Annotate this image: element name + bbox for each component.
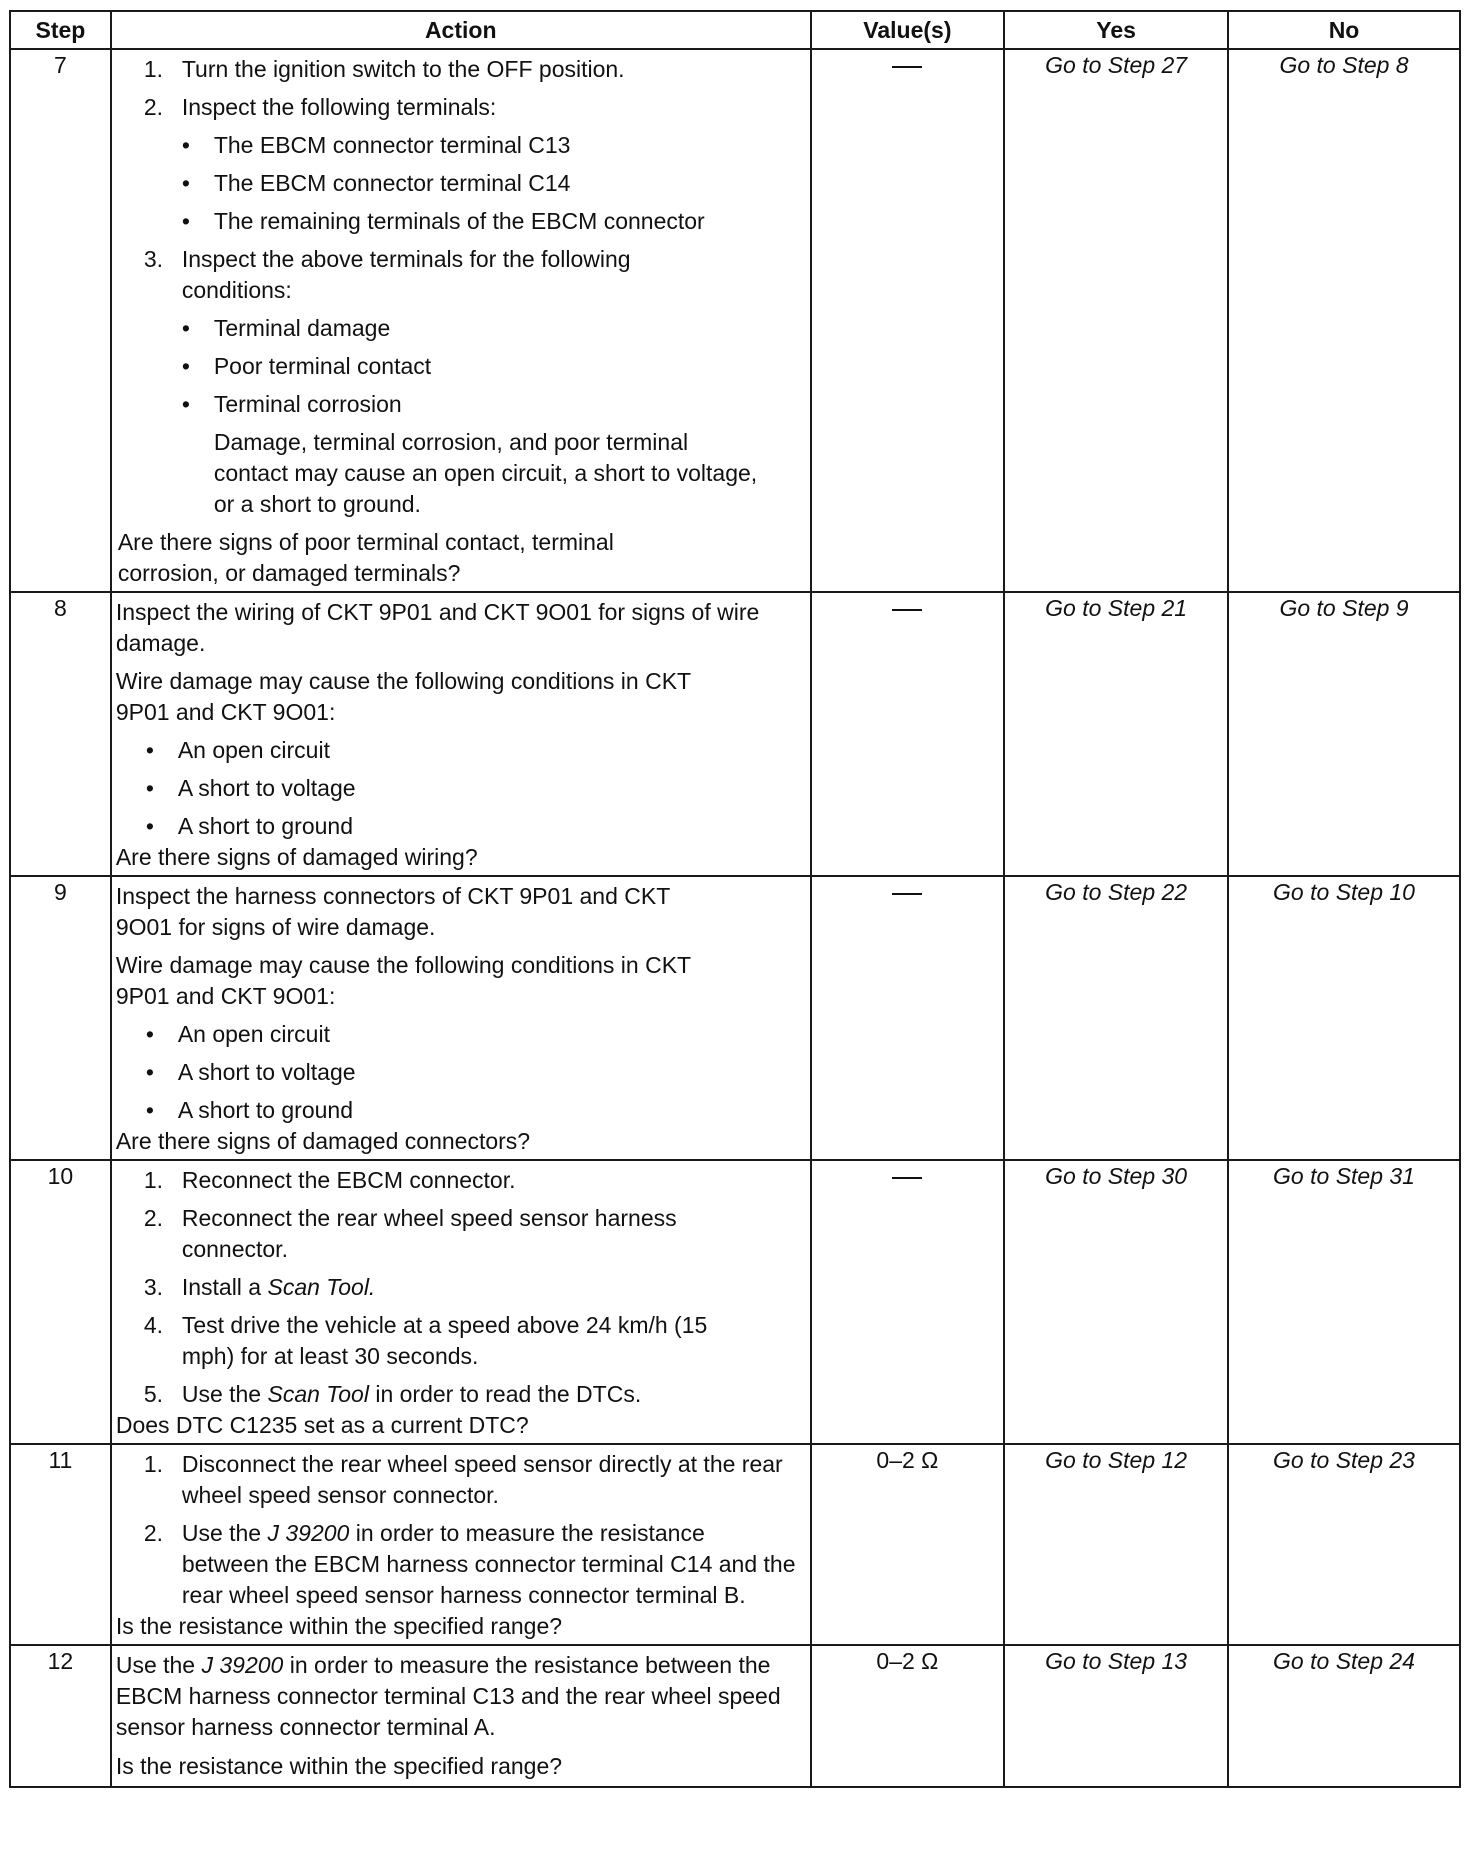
bullet-text: Poor terminal contact — [213, 353, 432, 379]
table-row — [10, 876, 1460, 1160]
numbered-item — [118, 54, 804, 85]
item-text: Reconnect the EBCM connector. — [181, 1167, 516, 1193]
note-text: Damage, terminal corrosion, and poor terminal contact may cause an open circuit, a short to voltage, or a short to ground. — [213, 429, 758, 517]
item-text: Disconnect the rear wheel speed sensor directly at the rear wheel speed sensor connector. — [181, 1451, 783, 1508]
item-number: 2. — [143, 1205, 164, 1231]
action-cell — [111, 1160, 811, 1444]
bullet-item — [116, 1019, 804, 1050]
item-text — [182, 1272, 804, 1303]
bullet-item — [118, 389, 804, 420]
header-no: No — [1228, 11, 1460, 49]
bullet-text: A short to voltage — [177, 1059, 356, 1085]
value-cell: 0–2 Ω — [811, 1444, 1005, 1645]
header-row — [10, 11, 1460, 49]
bullet-icon: • — [181, 170, 190, 196]
bullet-icon: • — [181, 315, 190, 341]
bullet-icon: • — [181, 208, 190, 234]
step-number: 8 — [10, 592, 111, 876]
dash-mark — [892, 609, 922, 611]
action-paragraph: Wire damage may cause the following conditions in CKT 9P01 and CKT 9O01: — [115, 952, 691, 1009]
item-text-part: Use the — [181, 1520, 268, 1546]
step-number: 10 — [10, 1160, 111, 1444]
yes-result: Go to Step 12 — [1004, 1444, 1228, 1645]
item-text-part: in order to measure the resistance between the EBCM harness connector terminal C14 and the rear wheel speed sensor harness connector terminal B. — [181, 1520, 796, 1608]
item-number: 2. — [143, 1520, 164, 1546]
no-result: Go to Step 31 — [1228, 1160, 1460, 1444]
action-cell — [111, 592, 811, 876]
bullet-icon: • — [145, 1059, 154, 1085]
bullet-text: The remaining terminals of the EBCM connector — [213, 208, 705, 234]
item-number: 1. — [143, 1451, 164, 1477]
no-result: Go to Step 10 — [1228, 876, 1460, 1160]
paragraph-part: in order to measure the resistance between the EBCM harness connector terminal C13 and the rear wheel speed sensor harness connector terminal A. — [115, 1652, 781, 1740]
bullet-icon: • — [145, 737, 154, 763]
no-result: Go to Step 8 — [1228, 49, 1460, 592]
numbered-item — [118, 1379, 804, 1410]
item-text: Inspect the above terminals for the following conditions: — [181, 246, 631, 303]
dash-mark — [892, 1177, 922, 1179]
item-number: 3. — [143, 1274, 164, 1300]
no-result: Go to Step 9 — [1228, 592, 1460, 876]
bullet-text: The EBCM connector terminal C14 — [213, 170, 571, 196]
item-text: Inspect the following terminals: — [181, 94, 497, 120]
diagnostic-table — [9, 10, 1461, 1788]
bullet-item — [118, 313, 804, 344]
numbered-item — [118, 1165, 804, 1196]
step-number: 12 — [10, 1645, 111, 1787]
bullet-icon: • — [145, 775, 154, 801]
numbered-item — [118, 1203, 804, 1265]
item-number: 2. — [143, 94, 164, 120]
question-text: Are there signs of damaged connectors? — [115, 1128, 531, 1154]
table-row — [10, 592, 1460, 876]
bullet-item — [116, 811, 804, 842]
bullet-item — [118, 130, 804, 161]
bullet-item — [118, 168, 804, 199]
step-number: 11 — [10, 1444, 111, 1645]
bullet-icon: • — [181, 391, 190, 417]
bullet-text: The EBCM connector terminal C13 — [213, 132, 571, 158]
question-text: Is the resistance within the specified range? — [115, 1613, 563, 1639]
item-number: 3. — [143, 246, 164, 272]
table-row — [10, 1444, 1460, 1645]
step-number: 7 — [10, 49, 111, 592]
question-text: Does DTC C1235 set as a current DTC? — [115, 1412, 529, 1438]
tool-name: J 39200 — [267, 1520, 350, 1546]
item-text-part: Use the — [181, 1381, 268, 1407]
no-result: Go to Step 23 — [1228, 1444, 1460, 1645]
header-action: Action — [111, 11, 811, 49]
action-paragraph — [116, 1650, 804, 1743]
bullet-item — [116, 1057, 804, 1088]
value-cell — [811, 1160, 1005, 1444]
bullet-icon: • — [181, 353, 190, 379]
numbered-item — [118, 1272, 804, 1303]
header-yes: Yes — [1004, 11, 1228, 49]
question-text: Are there signs of damaged wiring? — [115, 844, 478, 870]
table-row — [10, 1160, 1460, 1444]
bullet-text: A short to voltage — [177, 775, 356, 801]
item-text — [182, 1379, 804, 1410]
bullet-icon: • — [145, 1097, 154, 1123]
value-cell: 0–2 Ω — [811, 1645, 1005, 1787]
bullet-text: An open circuit — [177, 1021, 330, 1047]
header-values: Value(s) — [811, 11, 1005, 49]
item-number: 1. — [143, 1167, 164, 1193]
bullet-icon: • — [181, 132, 190, 158]
value-cell — [811, 49, 1005, 592]
bullet-icon: • — [145, 813, 154, 839]
question-text: Is the resistance within the specified range? — [115, 1753, 563, 1779]
bullet-text: Terminal damage — [213, 315, 391, 341]
numbered-item — [118, 1449, 804, 1511]
bullet-item — [116, 773, 804, 804]
yes-result: Go to Step 22 — [1004, 876, 1228, 1160]
yes-result: Go to Step 13 — [1004, 1645, 1228, 1787]
action-cell — [111, 1645, 811, 1787]
action-cell — [111, 49, 811, 592]
tool-name: Scan Tool — [267, 1381, 369, 1407]
numbered-item — [118, 92, 804, 123]
action-paragraph: Inspect the harness connectors of CKT 9P01 and CKT 9O01 for signs of wire damage. — [115, 883, 670, 940]
item-number: 1. — [143, 56, 164, 82]
yes-result: Go to Step 21 — [1004, 592, 1228, 876]
numbered-item — [118, 1518, 804, 1611]
bullet-item — [116, 1095, 804, 1126]
item-text: Test drive the vehicle at a speed above 24 km/h (15 mph) for at least 30 seconds. — [181, 1312, 708, 1369]
numbered-item — [118, 1310, 804, 1372]
table-row — [10, 49, 1460, 592]
bullet-text: A short to ground — [177, 813, 354, 839]
item-text-part: Install a — [181, 1274, 268, 1300]
action-cell — [111, 1444, 811, 1645]
value-cell — [811, 592, 1005, 876]
tool-name: J 39200 — [201, 1652, 284, 1678]
bullet-item — [116, 735, 804, 766]
question-text: Are there signs of poor terminal contact, terminal corrosion, or damaged terminals? — [117, 529, 614, 586]
dash-mark — [892, 66, 922, 68]
item-text-part: in order to read the DTCs. — [368, 1381, 642, 1407]
yes-result: Go to Step 30 — [1004, 1160, 1228, 1444]
item-text — [182, 1518, 804, 1611]
bullet-text: A short to ground — [177, 1097, 354, 1123]
bullet-item — [118, 351, 804, 382]
value-cell — [811, 876, 1005, 1160]
no-result: Go to Step 24 — [1228, 1645, 1460, 1787]
action-cell — [111, 876, 811, 1160]
yes-result: Go to Step 27 — [1004, 49, 1228, 592]
numbered-item — [118, 244, 804, 306]
action-paragraph: Inspect the wiring of CKT 9P01 and CKT 9O01 for signs of wire damage. — [115, 599, 760, 656]
bullet-item — [118, 206, 804, 237]
item-number: 4. — [143, 1312, 164, 1338]
table-row — [10, 1645, 1460, 1787]
header-step: Step — [10, 11, 111, 49]
action-paragraph: Wire damage may cause the following conditions in CKT 9P01 and CKT 9O01: — [115, 668, 691, 725]
item-text: Turn the ignition switch to the OFF position. — [181, 56, 625, 82]
item-text: Reconnect the rear wheel speed sensor harness connector. — [181, 1205, 677, 1262]
paragraph-part: Use the — [115, 1652, 202, 1678]
bullet-text: An open circuit — [177, 737, 330, 763]
bullet-text: Terminal corrosion — [213, 391, 402, 417]
item-number: 5. — [143, 1381, 164, 1407]
bullet-icon: • — [145, 1021, 154, 1047]
tool-name: Scan Tool. — [267, 1274, 376, 1300]
dash-mark — [892, 893, 922, 895]
step-number: 9 — [10, 876, 111, 1160]
